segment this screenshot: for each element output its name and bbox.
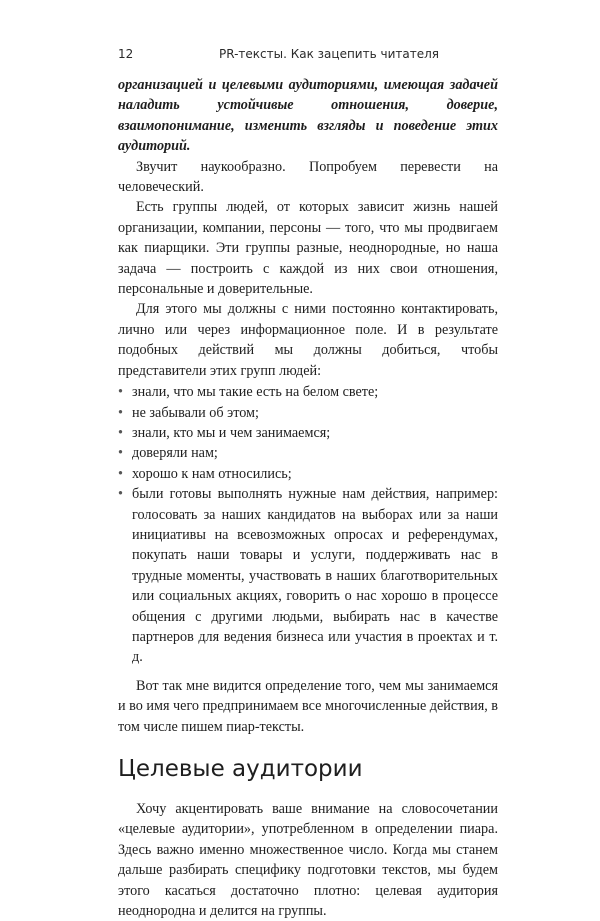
section-paragraph: Хочу акцентировать ваше внимание на словосочетании «целевые аудитории», употребленном в определении пиара. Здесь важно именно множественное число. Когда мы станем дальше разбирать специфику подготовки текстов, мы будем этого касаться достаточно плотно: целевая аудитория неоднородна и делится на группы. <box>118 801 498 920</box>
bullet-icon: • <box>118 424 123 441</box>
bullet-icon: • <box>118 445 123 462</box>
bullet-icon: • <box>118 465 123 482</box>
paragraph: Есть группы людей, от которых зависит жизнь нашей организации, компании, персоны — того, что мы продвигаем как пиарщики. Эти группы разные, неоднородные, но наша задача — построить с каждой из них свои отношения, персональные и доверительные. <box>118 199 498 298</box>
definition-continuation: организацией и целевыми аудиториями, имеющая задачей наладить устойчивые отношения, доверие, взаимопонимание, изменить взгляды и поведение этих аудиторий. <box>118 77 498 155</box>
list-item: • были готовы выполнять нужные нам действия, например: голосовать за наших кандидатов на выборах или за наши инициативы на всевозможных опросах и референдумах, покупать наши товары и услуги, поддерживать нас в трудные моменты, участвовать в наших благотворительных или социальных акциях, говорить о нас хорошо в процессе общения с другими людьми, выбирать нас в качестве партнеров для ведения бизнеса или участия в проектах и т. д. <box>118 486 498 666</box>
list-item: • хорошо к нам относились; <box>118 464 498 484</box>
conclusion-paragraph: Вот так мне видится определение того, чем мы занимаемся и во имя чего предпринимаем все многочисленные действия, в том числе пишем пиар-тексты. <box>118 677 499 735</box>
section-title: Целевые аудитории <box>118 756 363 782</box>
list-item: • не забывали об этом; <box>118 403 498 423</box>
page-number: 12 <box>118 47 134 61</box>
bullet-icon: • <box>118 384 123 401</box>
bullet-icon: • <box>118 486 123 503</box>
running-title: PR-тексты. Как зацепить читателя <box>219 47 439 61</box>
bullet-list <box>118 382 498 668</box>
paragraph: Для этого мы должны с ними постоянно контактировать, лично или через информационное поле. И в результате подобных действий мы должны добиться, чтобы представители этих групп людей: <box>118 301 498 379</box>
page-body <box>118 75 498 921</box>
list-item: • знали, кто мы и чем занимаемся; <box>118 423 498 443</box>
paragraph: Звучит наукообразно. Попробуем перевести на человеческий. <box>118 158 498 196</box>
list-item: • доверяли нам; <box>118 443 498 463</box>
bullet-icon: • <box>118 404 123 421</box>
list-item: • знали, что мы такие есть на белом свете; <box>118 382 498 402</box>
